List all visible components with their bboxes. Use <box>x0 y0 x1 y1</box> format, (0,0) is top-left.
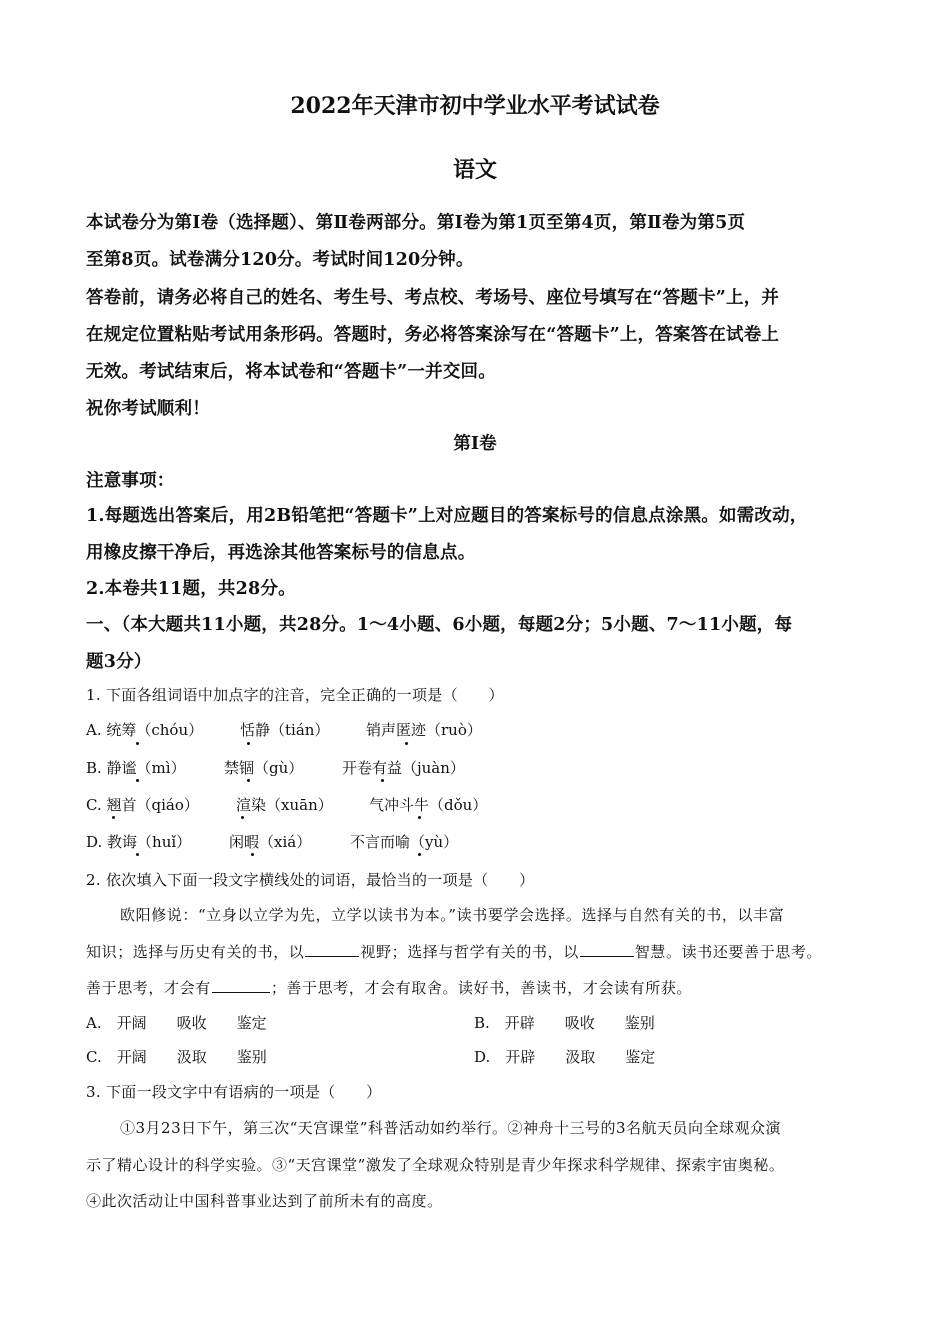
emphasis-dot <box>381 779 384 782</box>
note-1-line-2: 用橡皮擦干净后，再选涂其他答案标号的信息点。 <box>86 543 476 563</box>
q1-option-d-word-1: D. 教诲（huǐ） <box>86 833 192 851</box>
question-3-stem: 3. 下面一段文字中有语病的一项是（ ） <box>86 1083 382 1101</box>
q2-option-c: C. 开阔 汲取 鉴别 <box>86 1048 267 1066</box>
q2-passage-line-1: 欧阳修说：“立身以立学为先，立学以读书为本。”读书要学会选择。选择与自然有关的书，以丰富 <box>120 906 785 924</box>
q3-passage-line-1: ①3月23日下午，第三次“天宫课堂”科普活动如约举行。②神舟十三号的3名航天员向全球观众演 <box>120 1119 782 1137</box>
q1-option-a-word-2: 恬静（tián） <box>240 721 330 739</box>
question-1-stem: 1. 下面各组词语中加点字的注音，完全正确的一项是（ ） <box>86 686 504 704</box>
q2-passage-line-3-a: 善于思考，才会有 <box>86 979 211 997</box>
part-heading: 第Ⅰ卷 <box>453 434 497 454</box>
intro-line-4: 在规定位置粘贴考试用条形码。答题时，务必将答案涂写在“答题卡”上，答案答在试卷上 <box>86 325 780 345</box>
intro-line-5: 无效。考试结束后，将本试卷和“答题卡”一并交回。 <box>86 362 496 382</box>
q2-option-d: D. 开辟 汲取 鉴定 <box>474 1048 656 1066</box>
emphasis-dot <box>136 742 139 745</box>
intro-line-2: 至第8页。试卷满分120分。考试时间120分钟。 <box>86 250 474 270</box>
intro-line-1: 本试卷分为第Ⅰ卷（选择题）、第Ⅱ卷两部分。第Ⅰ卷为第1页至第4页，第Ⅱ卷为第5页 <box>86 213 746 233</box>
q2-passage-line-3 <box>86 977 692 998</box>
note-2: 2.本卷共11题，共28分。 <box>86 579 296 599</box>
answer-blank-3 <box>212 978 270 993</box>
intro-line-3: 答卷前，请务必将自己的姓名、考生号、考点校、考场号、座位号填写在“答题卡”上，并 <box>86 288 780 308</box>
q1-option-b-word-1: B. 静谧（mì） <box>86 759 186 777</box>
q1-option-d-word-3: 不言而喻（yù） <box>350 833 459 851</box>
q2-option-b: B. 开辟 吸收 鉴别 <box>474 1014 655 1032</box>
q2-passage-line-2-b: 视野；选择与哲学有关的书，以 <box>360 943 579 961</box>
emphasis-dot <box>247 779 250 782</box>
emphasis-dot <box>241 816 244 819</box>
q1-option-c-word-2: 渲染（xuān） <box>236 796 333 814</box>
emphasis-dot <box>418 853 421 856</box>
section-line-1: 一、（本大题共11小题，共28分。1～4小题、6小题，每题2分；5小题、7～11小题，每 <box>86 615 793 635</box>
intro-line-6: 祝你考试顺利！ <box>86 399 210 419</box>
q1-option-a-word-3: 销声匿迹（ruò） <box>366 721 482 739</box>
subject-title: 语文 <box>452 157 497 183</box>
emphasis-dot <box>136 779 139 782</box>
section-line-2: 题3分） <box>86 652 152 672</box>
q3-passage-line-2: 示了精心设计的科学实验。③“天宫课堂”激发了全球观众特别是青少年探求科学规律、探索宇宙奥秘。 <box>86 1156 785 1174</box>
q1-option-d-word-2: 闲暇（xiá） <box>229 833 312 851</box>
q1-option-c-word-1: C. 翘首（qiáo） <box>86 796 199 814</box>
answer-blank-1 <box>305 942 359 957</box>
notes-heading: 注意事项： <box>86 471 175 491</box>
q1-option-c-word-3: 气冲斗牛（dǒu） <box>369 796 488 814</box>
emphasis-dot <box>247 742 250 745</box>
emphasis-dot <box>136 853 139 856</box>
q2-option-a: A. 开阔 吸收 鉴定 <box>86 1014 267 1032</box>
emphasis-dot <box>251 853 254 856</box>
q2-passage-line-3-b: ；善于思考，才会有取舍。读好书，善读书，才会读有所获。 <box>270 979 693 997</box>
q1-option-b-word-3: 开卷有益（juàn） <box>342 759 465 777</box>
q2-passage-line-2-c: 智慧。读书还要善于思考。 <box>634 943 823 961</box>
q3-passage-line-3: ④此次活动让中国科普事业达到了前所未有的高度。 <box>86 1192 443 1210</box>
q2-passage-line-2-a: 知识；选择与历史有关的书，以 <box>86 943 305 961</box>
q1-option-a-word-1: A. 统筹（chóu） <box>86 721 204 739</box>
note-1-line-1: 1.每题选出答案后，用2B铅笔把“答题卡”上对应题目的答案标号的信息点涂黑。如需改动， <box>86 506 808 526</box>
q2-passage-line-2 <box>86 941 822 962</box>
emphasis-dot <box>112 816 115 819</box>
emphasis-dot <box>405 742 408 745</box>
exam-title: 2022年天津市初中学业水平考试试卷 <box>290 93 660 119</box>
question-2-stem: 2. 依次填入下面一段文字横线处的词语，最恰当的一项是（ ） <box>86 871 535 889</box>
answer-blank-2 <box>580 942 634 957</box>
emphasis-dot <box>418 816 421 819</box>
q1-option-b-word-2: 禁锢（gù） <box>224 759 304 777</box>
